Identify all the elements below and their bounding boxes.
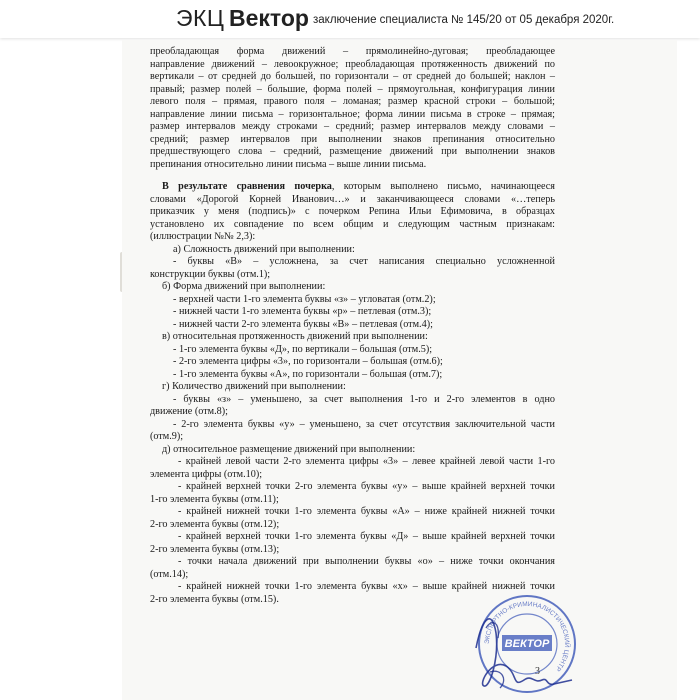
text-line: левого поля – прямая, правого поля – ломаная; размер красной строки – большой; bbox=[150, 96, 555, 107]
feature-line: - буквы «В» – усложнена, за счет написания специально усложненной bbox=[173, 256, 555, 267]
feature-line: - крайней верхней точки 2-го элемента буквы «у» – выше крайней верхней точки bbox=[178, 481, 555, 492]
official-stamp bbox=[462, 588, 592, 700]
feature-line: (отм.9); bbox=[150, 431, 184, 442]
text-line: направление движений – левоокружное; преобладающая протяженность движений по bbox=[150, 58, 555, 70]
feature-line: - 2-го элемента буквы «у» – уменьшено, за счет отсутствия заключительной части bbox=[173, 418, 555, 430]
feature-line: - нижней части 1-го элемента буквы «р» – петлевая (отм.3); bbox=[173, 306, 432, 317]
feature-line: - точки начала движений при выполнении буквы «о» – ниже точки окончания bbox=[178, 556, 555, 567]
paragraph-comparison-result bbox=[150, 181, 555, 244]
stamp-ring-text: ЭКСПЕРТНО-КРИМИНАЛИСТИЧЕСКИЙ ЦЕНТР bbox=[483, 600, 571, 673]
text-line: направление линии письма – горизонтальное; форма линии письма в строке – прямая; bbox=[150, 108, 555, 120]
brand-prefix: ЭКЦ bbox=[176, 5, 225, 31]
feature-line: б) Форма движений при выполнении: bbox=[162, 281, 326, 292]
feature-line: а) Сложность движений при выполнении: bbox=[173, 243, 355, 255]
feature-line: движение (отм.8); bbox=[150, 406, 228, 417]
text-line: преобладающая форма движений – прямолинейно-дуговая; преобладающее bbox=[150, 46, 555, 57]
feature-line: 2-го элемента буквы (отм.15). bbox=[150, 593, 279, 605]
text-line: установлено их совпадение по всем общим и следующим частным признакам: bbox=[150, 218, 555, 230]
feature-line: - верхней части 1-го элемента буквы «з» – угловатая (отм.2); bbox=[173, 293, 436, 305]
feature-line: - крайней нижней точки 1-го элемента буквы «х» – выше крайней нижней точки bbox=[178, 581, 555, 592]
document-header bbox=[0, 0, 700, 38]
text-line: правый; размер полей – большие, форма полей – прямоугольная, конфигурация линии bbox=[150, 83, 555, 95]
feature-line: - крайней верхней точки 1-го элемента буквы «Д» – выше крайней верхней точки bbox=[178, 531, 555, 542]
page-number: 3 bbox=[535, 666, 540, 677]
paragraph-general-features bbox=[150, 46, 555, 171]
feature-line: 2-го элемента буквы (отм.12); bbox=[150, 518, 280, 530]
feature-line: 1-го элемента буквы (отм.11); bbox=[150, 493, 279, 505]
text-line: вертикали – от средней до большей, по горизонтали – от средней до большей; наклон – bbox=[150, 71, 555, 82]
text-line: препинания относительно линии письма – выше линии письма. bbox=[150, 158, 427, 170]
particular-features-list bbox=[150, 244, 555, 607]
text-line: средний; размер интервалов при выполнении знаков препинания относительно bbox=[150, 133, 555, 145]
feature-line: - 1-го элемента буквы «Д», по вертикали – большая (отм.5); bbox=[173, 343, 433, 355]
comparison-lead: В результате сравнения почерка bbox=[162, 181, 332, 192]
feature-line: - буквы «з» – уменьшено, за счет выполнения 1-го и 2-го элементов в одно bbox=[173, 393, 555, 405]
brand-name: Вектор bbox=[229, 5, 309, 31]
feature-line: конструкции буквы (отм.1); bbox=[150, 268, 271, 280]
text-line: предшествующего слова – средний, размещение движений при выполнении знаков bbox=[150, 146, 555, 157]
feature-line: - нижней части 2-го элемента буквы «В» – петлевая (отм.4); bbox=[173, 318, 433, 330]
feature-line: 2-го элемента буквы (отм.13); bbox=[150, 543, 280, 555]
feature-line: элемента цифры (отм.10); bbox=[150, 468, 263, 480]
feature-line: - 1-го элемента буквы «А», по горизонтали – большая (отм.7); bbox=[173, 368, 443, 380]
text-line bbox=[150, 181, 555, 194]
text-line: словами «Дорогой Корней Иванович…» и заканчивающееся словами «…теперь bbox=[150, 193, 555, 205]
text-line: размер интервалов между строками – средний; размер интервалов между словами – bbox=[150, 121, 555, 132]
feature-line: (отм.14); bbox=[150, 568, 189, 580]
feature-line: г) Количество движений при выполнении: bbox=[162, 381, 346, 392]
feature-line: - крайней левой части 2-го элемента цифры «3» – левее крайней левой части 1-го bbox=[178, 456, 555, 467]
text-line: приказчик у меня (подпись)» с почерком Репина Ильи Ефимовича, в образцах bbox=[150, 206, 555, 217]
conclusion-caption: заключение специалиста № 145/20 от 05 декабря 2020г. bbox=[313, 14, 615, 26]
document-text bbox=[150, 46, 555, 606]
comparison-lead-rest: , которым выполнено письмо, начинающееся bbox=[331, 181, 555, 192]
text-line: (иллюстрации №№ 2,3): bbox=[150, 231, 256, 242]
feature-line: д) относительное размещение движений при выполнении: bbox=[162, 443, 416, 455]
feature-line: - 2-го элемента цифры «3», по горизонтали – большая (отм.6); bbox=[173, 356, 443, 367]
feature-line: - крайней нижней точки 1-го элемента буквы «А» – ниже крайней нижней точки bbox=[178, 506, 555, 517]
stamp-center-text: ВЕКТОР bbox=[504, 638, 550, 650]
feature-line: в) относительная протяженность движений при выполнении: bbox=[162, 331, 428, 342]
